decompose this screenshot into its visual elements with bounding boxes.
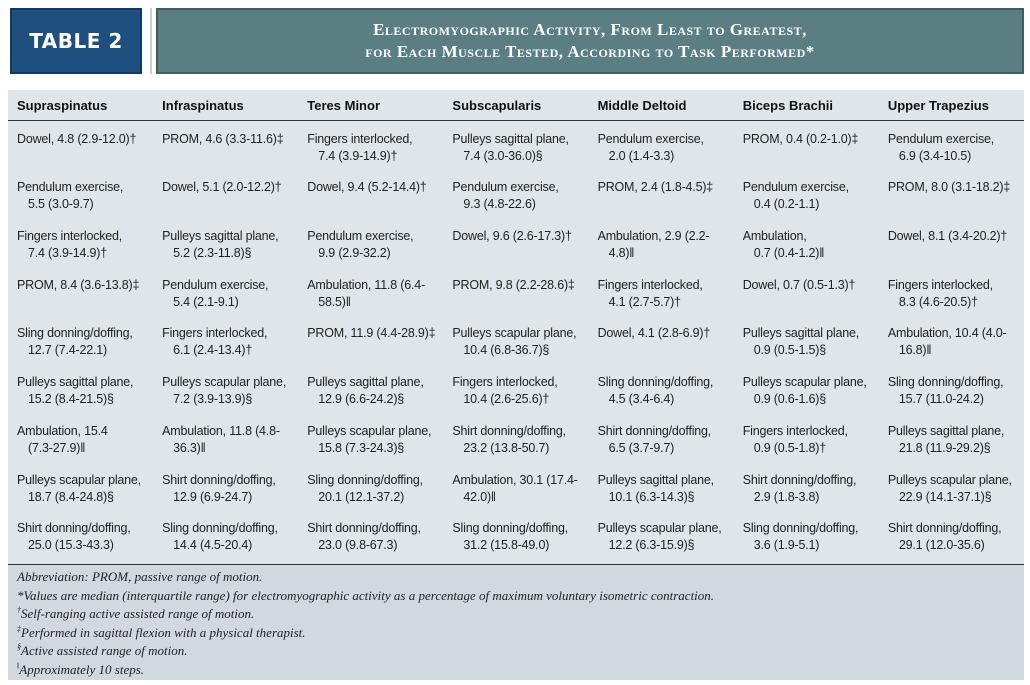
cell-line1: Pulleys scapular plane, (17, 472, 141, 487)
table-cell (153, 515, 298, 559)
cell-line1: Shirt donning/doffing, (17, 521, 131, 536)
cell-line2: 0.9 (0.5-1.8)† (753, 440, 826, 455)
cell-line1: Pulleys scapular plane, (452, 326, 577, 341)
table-cell (153, 223, 298, 267)
footnote-mark: ‖ (17, 661, 20, 671)
cell-line2: 12.7 (7.4-22.1) (28, 343, 107, 358)
cell-line2: 0.7 (0.4-1.2)‖ (753, 246, 825, 261)
footnote-text: Abbreviation: PROM, passive range of motion. (17, 569, 263, 584)
cell-line2: 5.2 (2.3-11.8)§ (173, 246, 252, 261)
table-cell (298, 418, 443, 462)
footnote (17, 605, 1015, 624)
cell-line1: PROM, 9.8 (2.2-28.6)‡ (452, 277, 575, 292)
cell-line2: 15.2 (8.4-21.5)§ (28, 392, 114, 407)
footnote-text: Performed in sagittal flexion with a physical therapist. (21, 624, 306, 640)
cell-line1: Pulleys scapular plane, (307, 423, 432, 438)
cell-line1: Shirt donning/doffing, (597, 423, 712, 438)
table-cell (298, 126, 443, 170)
cell-line1: Pulleys sagittal plane, (17, 375, 134, 390)
cell-line2: 29.1 (12.0-35.6) (898, 538, 985, 553)
cell-line2: 42.0)‖ (463, 489, 496, 504)
cell-line1: Shirt donning/doffing, (162, 472, 276, 487)
cell-line1: Pulleys scapular plane, (597, 521, 722, 536)
cell-line1: Shirt donning/doffing, (452, 423, 566, 438)
column-header: Middle Deltoid (589, 90, 734, 121)
cell-line1: PROM, 11.9 (4.4-28.9)‡ (307, 326, 436, 341)
table-cell (589, 126, 734, 170)
table-cell (443, 272, 588, 316)
cell-line1: Pendulum exercise, (307, 229, 414, 244)
cell-line1: Ambulation, (742, 229, 807, 244)
cell-line1: Pulleys sagittal plane, (597, 472, 714, 487)
table-cell (879, 418, 1024, 462)
cell-line1: Pendulum exercise, (742, 180, 849, 195)
cell-line2: 9.9 (2.9-32.2) (318, 246, 391, 261)
cell-line1: Sling donning/doffing, (597, 375, 714, 390)
cell-line2: 3.6 (1.9-5.1) (753, 538, 820, 553)
cell-line2: 36.3)‖ (173, 440, 206, 455)
column-header: Infraspinatus (153, 90, 298, 121)
cell-line2: 7.4 (3.0-36.0)§ (463, 148, 543, 163)
table-cell (734, 126, 879, 170)
cell-line1: Sling donning/doffing, (162, 521, 278, 536)
cell-line1: Pendulum exercise, (452, 180, 559, 195)
table-cell (298, 174, 443, 218)
cell-line1: PROM, 8.0 (3.1-18.2)‡ (887, 180, 1011, 195)
footnote-text: Active assisted range of motion. (21, 643, 188, 658)
cell-line1: Pulleys sagittal plane, (162, 229, 279, 244)
cell-line2: 15.7 (11.0-24.2) (898, 392, 984, 407)
table-cell (734, 174, 879, 218)
cell-line1: PROM, 2.4 (1.8-4.5)‡ (597, 180, 714, 195)
cell-line2: 2.9 (1.8-3.8) (753, 489, 820, 504)
cell-line2: 58.5)‖ (318, 294, 351, 309)
table-cell (879, 515, 1024, 559)
cell-line2: 4.1 (2.7-5.7)† (608, 294, 681, 309)
cell-line1: PROM, 8.4 (3.6-13.8)‡ (17, 277, 140, 292)
footnotes (8, 564, 1024, 680)
table-cell (589, 223, 734, 267)
table-cell (298, 467, 443, 511)
table-cell (589, 515, 734, 559)
cell-line1: Dowel, 5.1 (2.0-12.2)† (162, 180, 282, 195)
table-cell (734, 320, 879, 364)
footnote-mark: † (17, 605, 21, 615)
table-title (365, 19, 815, 63)
cell-line2: 2.0 (1.4-3.3) (608, 148, 675, 163)
column-header: Subscapularis (443, 90, 588, 121)
cell-line1: Pendulum exercise, (162, 277, 269, 292)
table-cell (734, 515, 879, 559)
cell-line1: Ambulation, 10.4 (4.0- (887, 326, 1007, 341)
cell-line2: 15.8 (7.3-24.3)§ (318, 440, 405, 455)
cell-line2: 21.8 (11.9-29.2)§ (898, 440, 991, 455)
table-cell (298, 320, 443, 364)
cell-line2: 18.7 (8.4-24.8)§ (28, 489, 114, 504)
cell-line2: 6.5 (3.7-9.7) (608, 440, 675, 455)
cell-line1: Pendulum exercise, (17, 180, 124, 195)
table-cell (153, 320, 298, 364)
table-cell (589, 467, 734, 511)
cell-line1: Dowel, 4.1 (2.8-6.9)† (597, 326, 711, 341)
cell-line1: Shirt donning/doffing, (307, 521, 421, 536)
cell-line1: Fingers interlocked, (887, 277, 993, 292)
table-cell (734, 272, 879, 316)
cell-line2: 12.9 (6.6-24.2)§ (318, 392, 405, 407)
cell-line1: Sling donning/doffing, (17, 326, 133, 341)
table-cell (443, 515, 588, 559)
cell-line1: Ambulation, 11.8 (4.8- (162, 423, 280, 438)
cell-line2: 5.4 (2.1-9.1) (173, 294, 239, 309)
cell-line1: Sling donning/doffing, (742, 521, 859, 536)
cell-line1: Pendulum exercise, (887, 131, 995, 146)
cell-line1: Dowel, 8.1 (3.4-20.2)† (887, 229, 1008, 244)
table-cell (8, 515, 153, 559)
footnote (17, 624, 1015, 643)
table-label-badge (10, 8, 142, 74)
cell-line2: 20.1 (12.1-37.2) (318, 489, 405, 504)
cell-line2: 23.0 (9.8-67.3) (318, 538, 398, 553)
cell-line1: Dowel, 9.6 (2.6-17.3)† (452, 229, 572, 244)
table-cell (589, 174, 734, 218)
table-cell (8, 223, 153, 267)
cell-line1: Fingers interlocked, (307, 131, 413, 146)
cell-line1: Ambulation, 11.8 (6.4- (307, 277, 425, 292)
table-title-line2: for Each Muscle Tested, According to Task Performed* (365, 42, 815, 61)
table-cell (879, 174, 1024, 218)
cell-line2: 14.4 (4.5-20.4) (173, 538, 253, 553)
cell-line1: Dowel, 0.7 (0.5-1.3)† (742, 277, 856, 292)
cell-line2: 0.4 (0.2-1.1) (753, 197, 820, 212)
table-cell (153, 174, 298, 218)
cell-line2: 7.4 (3.9-14.9)† (318, 148, 398, 163)
cell-line1: Sling donning/doffing, (452, 521, 569, 536)
table-cell (879, 320, 1024, 364)
cell-line2: 16.8)‖ (898, 343, 932, 358)
table-cell (879, 223, 1024, 267)
column-header: Biceps Brachii (734, 90, 879, 121)
cell-line1: Pulleys sagittal plane, (452, 131, 569, 146)
table-cell (443, 467, 588, 511)
cell-line2: 12.2 (6.3-15.9)§ (608, 538, 695, 553)
cell-line2: (7.3-27.9)‖ (28, 440, 86, 455)
table-cell (298, 272, 443, 316)
cell-line1: Sling donning/doffing, (887, 375, 1004, 390)
cell-line1: Ambulation, 15.4 (17, 423, 108, 438)
cell-line2: 25.0 (15.3-43.3) (28, 538, 114, 553)
table-cell (153, 467, 298, 511)
table-cell (589, 369, 734, 413)
cell-line1: Sling donning/doffing, (307, 472, 423, 487)
cell-line2: 6.1 (2.4-13.4)† (173, 343, 253, 358)
table-cell (589, 272, 734, 316)
table-cell (153, 418, 298, 462)
table-cell (8, 320, 153, 364)
cell-line1: PROM, 0.4 (0.2-1.0)‡ (742, 131, 859, 146)
cell-line2: 10.4 (6.8-36.7)§ (463, 343, 550, 358)
table-cell (8, 174, 153, 218)
cell-line1: Fingers interlocked, (452, 375, 558, 390)
cell-line2: 8.3 (4.6-20.5)† (898, 294, 978, 309)
footnote (17, 642, 1015, 661)
cell-line1: Fingers interlocked, (597, 277, 703, 292)
cell-line2: 5.5 (3.0-9.7) (28, 197, 94, 212)
cell-line2: 23.2 (13.8-50.7) (463, 440, 550, 455)
table-cell (734, 467, 879, 511)
cell-line1: Pulleys sagittal plane, (307, 375, 424, 390)
footnote-mark: § (17, 642, 21, 652)
cell-line1: PROM, 4.6 (3.3-11.6)‡ (162, 131, 284, 146)
table-cell (879, 467, 1024, 511)
cell-line1: Ambulation, 30.1 (17.4- (452, 472, 578, 487)
table-cell (734, 418, 879, 462)
cell-line1: Fingers interlocked, (17, 229, 123, 244)
table-cell (443, 369, 588, 413)
cell-line1: Shirt donning/doffing, (742, 472, 857, 487)
table-cell (8, 467, 153, 511)
cell-line2: 0.9 (0.6-1.6)§ (753, 392, 826, 407)
cell-line1: Ambulation, 2.9 (2.2- (597, 229, 710, 244)
cell-line1: Pulleys sagittal plane, (887, 423, 1005, 438)
footnote (17, 587, 1015, 606)
footnote (17, 661, 1015, 680)
table-label: TABLE 2 (29, 29, 123, 53)
table-cell (443, 320, 588, 364)
table-cell (734, 223, 879, 267)
table-cell (879, 369, 1024, 413)
cell-line1: Dowel, 4.8 (2.9-12.0)† (17, 131, 137, 146)
cell-line1: Pulleys scapular plane, (742, 375, 867, 390)
footnote-text: Approximately 10 steps. (19, 661, 145, 677)
table-cell (443, 223, 588, 267)
cell-line2: 10.1 (6.3-14.3)§ (608, 489, 695, 504)
table-cell (298, 369, 443, 413)
table-cell (153, 272, 298, 316)
footnote-text: *Values are median (interquartile range) for electromyographic activity as a percentage of maximum voluntary isometric contraction. (17, 587, 715, 603)
table-cell (879, 272, 1024, 316)
cell-line1: Dowel, 9.4 (5.2-14.4)† (307, 180, 427, 195)
table-cell (879, 126, 1024, 170)
column-header: Supraspinatus (8, 90, 153, 121)
table-cell (734, 369, 879, 413)
cell-line1: Pulleys scapular plane, (162, 375, 287, 390)
table-cell (589, 320, 734, 364)
table-cell (443, 418, 588, 462)
table-cell (298, 515, 443, 559)
cell-line1: Pulleys sagittal plane, (742, 326, 860, 341)
emg-table (8, 90, 1024, 564)
cell-line2: 31.2 (15.8-49.0) (463, 538, 550, 553)
cell-line1: Pulleys scapular plane, (887, 472, 1012, 487)
header-divider (150, 8, 152, 74)
cell-line2: 7.2 (3.9-13.9)§ (173, 392, 253, 407)
cell-line2: 4.8)‖ (608, 246, 635, 261)
cell-line2: 6.9 (3.4-10.5) (898, 148, 972, 163)
cell-line1: Fingers interlocked, (162, 326, 268, 341)
table-cell (8, 126, 153, 170)
column-header: Upper Trapezius (879, 90, 1024, 121)
footnote-text: Self-ranging active assisted range of motion. (21, 606, 255, 621)
cell-line1: Pendulum exercise, (597, 131, 704, 146)
cell-line2: 0.9 (0.5-1.5)§ (753, 343, 826, 358)
cell-line2: 4.5 (3.4-6.4) (608, 392, 675, 407)
table-cell (8, 272, 153, 316)
cell-line1: Shirt donning/doffing, (887, 521, 1002, 536)
cell-line2: 22.9 (14.1-37.1)§ (898, 489, 992, 504)
table-cell (443, 126, 588, 170)
footnote-mark: ‡ (17, 624, 21, 634)
cell-line2: 9.3 (4.8-22.6) (463, 197, 536, 212)
table-cell (589, 418, 734, 462)
footnote (17, 568, 1015, 587)
table-cell (298, 223, 443, 267)
column-header: Teres Minor (298, 90, 443, 121)
cell-line1: Fingers interlocked, (742, 423, 848, 438)
table-title-box (156, 8, 1024, 74)
table-title-line1: Electromyographic Activity, From Least to Greatest, (373, 20, 807, 39)
table-cell (153, 369, 298, 413)
cell-line2: 10.4 (2.6-25.6)† (463, 392, 550, 407)
cell-line2: 12.9 (6.9-24.7) (173, 489, 253, 504)
table-cell (8, 418, 153, 462)
cell-line2: 7.4 (3.9-14.9)† (28, 246, 107, 261)
table-cell (443, 174, 588, 218)
table-cell (8, 369, 153, 413)
table-cell (153, 126, 298, 170)
